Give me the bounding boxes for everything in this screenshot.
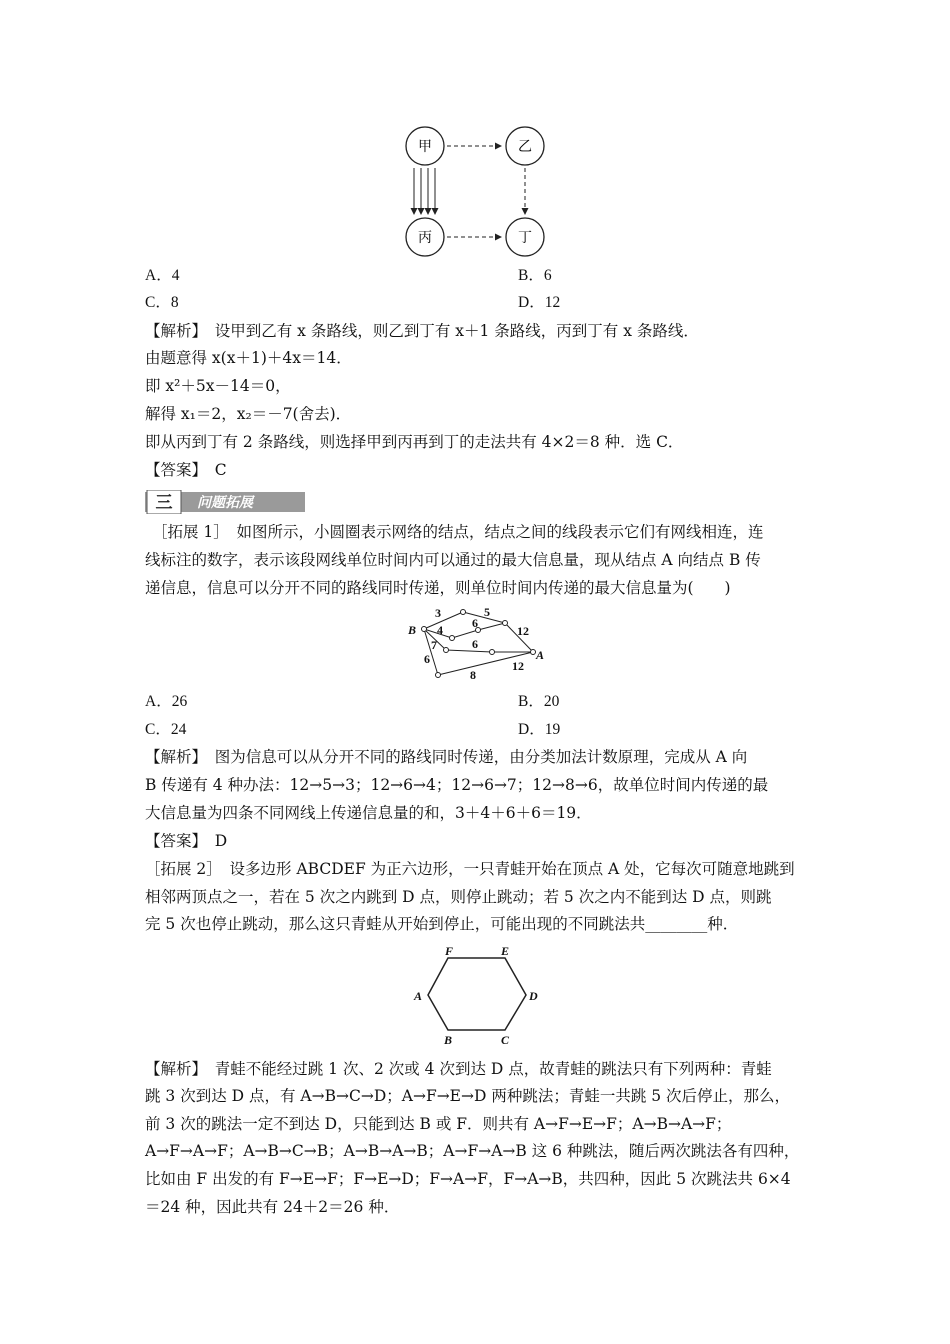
q2-analysis-line-2: B 传递有 4 种办法：12→5→3；12→6→4；12→6→7；12→8→6，故单位时间内传递的最 bbox=[145, 776, 769, 794]
q1-option-c: C．8 bbox=[145, 294, 179, 311]
net-edge-4: 4 bbox=[437, 623, 443, 637]
q2-option-d: D．19 bbox=[518, 721, 561, 738]
q2-option-c: C．24 bbox=[145, 721, 187, 738]
net-edge-6a: 6 bbox=[472, 616, 478, 630]
net-edge-8: 8 bbox=[470, 668, 476, 682]
network-diagram bbox=[400, 605, 560, 685]
q1-analysis-line-1: 【解析】 设甲到乙有 x 条路线，则乙到丁有 x＋1 条路线，丙到丁有 x 条路线． bbox=[145, 322, 699, 340]
q3-analysis-line-5: 比如由 F 出发的有 F→E→F；F→E→D；F→A→F，F→A→B，共四种，因此 5 次跳法共 6×4 bbox=[145, 1170, 791, 1188]
net-edge-3: 3 bbox=[435, 606, 441, 620]
ext2-line-3: 完 5 次也停止跳动，那么这只青蛙从开始到停止，可能出现的不同跳法共________种． bbox=[145, 915, 739, 933]
q1-analysis-line-5: 即从丙到丁有 2 条路线，则选择甲到丙再到丁的走法共有 4×2＝8 种．选 C． bbox=[145, 433, 684, 451]
q1-analysis-line-3: 即 x²＋5x－14＝0， bbox=[145, 377, 291, 395]
hex-label-D: D bbox=[529, 989, 538, 1003]
hexagon-diagram bbox=[408, 943, 548, 1048]
ext1-line-1: ［拓展 1］ 如图所示，小圆圈表示网络的结点，结点之间的线段表示它们有网线相连，连 bbox=[152, 523, 764, 541]
section-title: 问题拓展 bbox=[197, 496, 253, 511]
ext1-line-2: 线标注的数字，表示该段网线单位时间内可以通过的最大信息量，现从结点 A 向结点 B 传 bbox=[145, 551, 761, 569]
q3-analysis-line-2: 跳 3 次到达 D 点，有 A→B→C→D；A→F→E→D 两种跳法；青蛙一共跳 5 次后停止，那么， bbox=[145, 1087, 791, 1105]
q1-option-d: D．12 bbox=[518, 294, 561, 311]
node-yi-label: 乙 bbox=[518, 140, 532, 155]
hex-label-A: A bbox=[414, 989, 423, 1003]
ext2-line-2: 相邻两顶点之一，若在 5 次之内跳到 D 点，则停止跳动；若 5 次之内不能到达 D 点，则跳 bbox=[145, 888, 772, 906]
net-label-B: B bbox=[408, 623, 417, 637]
q2-option-a: A．26 bbox=[145, 693, 188, 710]
net-edge-6b: 6 bbox=[472, 637, 478, 651]
q1-option-a: A．4 bbox=[145, 267, 180, 284]
q1-option-b: B．6 bbox=[518, 267, 552, 284]
node-bing-label: 丙 bbox=[418, 231, 432, 246]
node-ding-label: 丁 bbox=[518, 231, 532, 246]
q3-analysis-line-6: ＝24 种，因此共有 24＋2＝26 种． bbox=[145, 1198, 400, 1216]
section-number: 三 bbox=[155, 493, 173, 512]
net-edge-7: 7 bbox=[431, 638, 437, 652]
ext2-line-1: ［拓展 2］ 设多边形 ABCDEF 为正六边形，一只青蛙开始在顶点 A 处，它每次可随意地跳到 bbox=[145, 860, 795, 878]
q1-analysis-line-4: 解得 x₁＝2，x₂＝－7(舍去)． bbox=[145, 405, 352, 423]
q3-analysis-line-3: 前 3 次的跳法一定不到达 D，只能到达 B 或 F．则共有 A→F→E→F；A→B→A→F； bbox=[145, 1115, 732, 1133]
net-edge-6c: 6 bbox=[424, 652, 430, 666]
net-label-A: A bbox=[536, 648, 545, 662]
net-edge-12b: 12 bbox=[512, 659, 524, 673]
net-edge-5: 5 bbox=[484, 605, 490, 619]
q1-answer: 【答案】 C bbox=[145, 461, 227, 479]
q2-analysis-line-3: 大信息量为四条不同网线上传递信息量的和，3＋4＋6＋6＝19． bbox=[145, 804, 592, 822]
hex-label-E: E bbox=[501, 944, 510, 958]
section-header bbox=[145, 490, 305, 514]
hex-label-F: F bbox=[445, 944, 454, 958]
q1-analysis-line-2: 由题意得 x(x＋1)＋4x＝14． bbox=[145, 349, 352, 367]
hex-label-C: C bbox=[501, 1033, 510, 1047]
q2-option-b: B．20 bbox=[518, 693, 560, 710]
q2-analysis-line-1: 【解析】 图为信息可以从分开不同的路线同时传递，由分类加法计数原理，完成从 A 向 bbox=[145, 748, 748, 766]
q2-answer: 【答案】 D bbox=[145, 832, 228, 850]
hex-label-B: B bbox=[444, 1033, 453, 1047]
ext1-line-3: 递信息，信息可以分开不同的路线同时传递，则单位时间内传递的最大信息量为( ) bbox=[145, 579, 731, 597]
net-edge-12a: 12 bbox=[517, 624, 529, 638]
q3-analysis-line-1: 【解析】 青蛙不能经过跳 1 次、2 次或 4 次到达 D 点，故青蛙的跳法只有下列两种：青蛙 bbox=[145, 1060, 772, 1078]
route-diagram bbox=[395, 120, 555, 260]
q3-analysis-line-4: A→F→A→F；A→B→C→B；A→B→A→B；A→F→A→B 这 6 种跳法，随后两次跳法各有四种， bbox=[145, 1142, 800, 1160]
node-jia-label: 甲 bbox=[418, 140, 432, 155]
